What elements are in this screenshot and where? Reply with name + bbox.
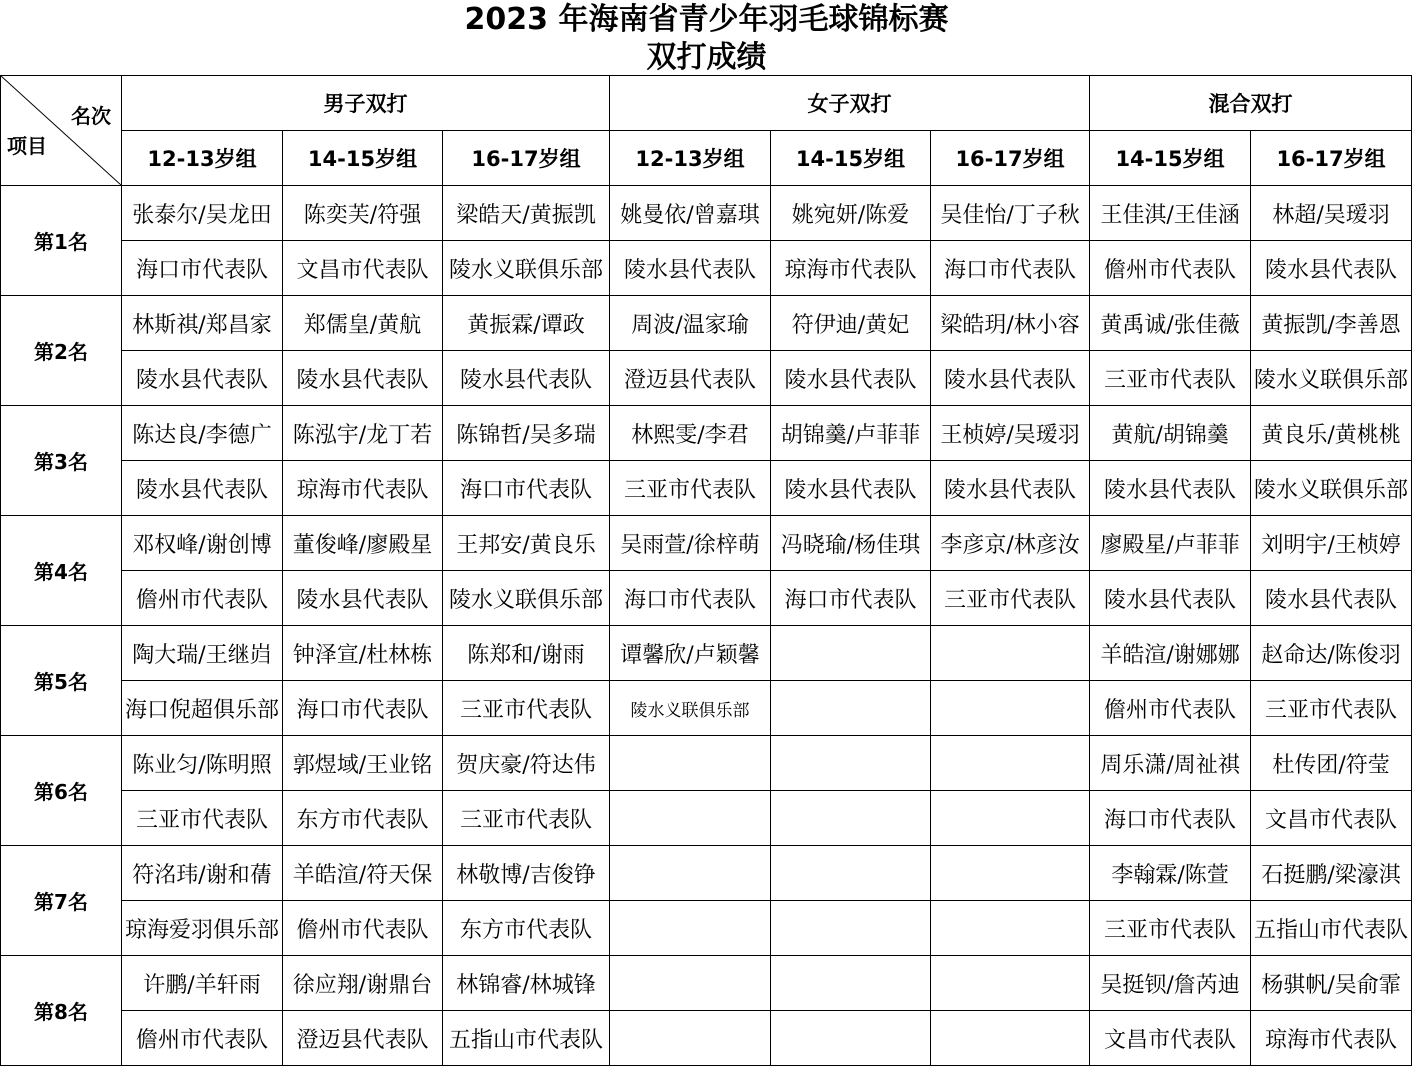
team-cell: 海口市代表队 bbox=[443, 461, 610, 516]
team-cell: 五指山市代表队 bbox=[1251, 901, 1412, 956]
team-cell: 五指山市代表队 bbox=[443, 1011, 610, 1066]
team-cell bbox=[771, 681, 931, 736]
pair-players-cell: 符洺玮/谢和蒨 bbox=[122, 846, 283, 901]
team-cell: 陵水义联俱乐部 bbox=[1251, 461, 1412, 516]
pair-players-cell: 郭煜域/王业铭 bbox=[283, 736, 443, 791]
team-cell: 陵水义联俱乐部 bbox=[1251, 351, 1412, 406]
rank-row-players bbox=[1, 956, 1412, 1011]
pair-players-cell: 贺庆豪/符达伟 bbox=[443, 736, 610, 791]
pair-players-cell: 陈郑和/谢雨 bbox=[443, 626, 610, 681]
pair-players-cell: 王邦安/黄良乐 bbox=[443, 516, 610, 571]
team-cell: 陵水义联俱乐部 bbox=[610, 681, 771, 736]
team-cell: 海口倪超俱乐部 bbox=[122, 681, 283, 736]
pair-players-cell: 钟泽宣/杜林栋 bbox=[283, 626, 443, 681]
rank-label: 第2名 bbox=[1, 296, 122, 406]
results-table bbox=[0, 75, 1412, 1066]
pair-players-cell: 陈达良/李德广 bbox=[122, 406, 283, 461]
team-cell: 三亚市代表队 bbox=[1251, 681, 1412, 736]
pair-players-cell: 陈泓宇/龙丁若 bbox=[283, 406, 443, 461]
team-cell: 陵水县代表队 bbox=[931, 461, 1090, 516]
rank-row-teams bbox=[1, 571, 1412, 626]
team-cell: 海口市代表队 bbox=[1090, 791, 1251, 846]
document-title: 2023 年海南省青少年羽毛球锦标赛 bbox=[464, 2, 949, 37]
pair-players-cell bbox=[771, 736, 931, 791]
team-cell: 海口市代表队 bbox=[122, 241, 283, 296]
rank-row-teams bbox=[1, 681, 1412, 736]
team-cell: 三亚市代表队 bbox=[122, 791, 283, 846]
pair-players-cell bbox=[771, 626, 931, 681]
pair-players-cell: 黄振凯/李善恩 bbox=[1251, 296, 1412, 351]
pair-players-cell: 林斯祺/郑昌家 bbox=[122, 296, 283, 351]
pair-players-cell: 林锦睿/林城锋 bbox=[443, 956, 610, 1011]
rank-row-players bbox=[1, 406, 1412, 461]
rank-row-players bbox=[1, 296, 1412, 351]
age-group-header: 16-17岁组 bbox=[1251, 131, 1412, 186]
corner-event-label: 项目 bbox=[7, 134, 47, 158]
team-cell: 陵水县代表队 bbox=[122, 351, 283, 406]
team-cell bbox=[931, 681, 1090, 736]
corner-rank-label: 名次 bbox=[71, 104, 111, 128]
team-cell: 澄迈县代表队 bbox=[610, 351, 771, 406]
rank-row-players bbox=[1, 736, 1412, 791]
rank-row-teams bbox=[1, 1011, 1412, 1066]
team-cell: 文昌市代表队 bbox=[283, 241, 443, 296]
results-body bbox=[1, 186, 1412, 1066]
team-cell bbox=[931, 791, 1090, 846]
rank-label: 第5名 bbox=[1, 626, 122, 736]
pair-players-cell: 黄振霖/谭政 bbox=[443, 296, 610, 351]
age-group-header: 14-15岁组 bbox=[1090, 131, 1251, 186]
team-cell: 陵水县代表队 bbox=[1251, 571, 1412, 626]
team-cell: 海口市代表队 bbox=[283, 681, 443, 736]
team-cell: 琼海爱羽俱乐部 bbox=[122, 901, 283, 956]
team-cell bbox=[931, 1011, 1090, 1066]
event-header-womens-doubles: 女子双打 bbox=[610, 76, 1090, 131]
pair-players-cell: 周波/温家瑜 bbox=[610, 296, 771, 351]
pair-players-cell: 廖殿星/卢菲菲 bbox=[1090, 516, 1251, 571]
pair-players-cell: 梁皓玥/林小容 bbox=[931, 296, 1090, 351]
pair-players-cell: 羊皓渲/符天保 bbox=[283, 846, 443, 901]
team-cell bbox=[771, 901, 931, 956]
team-cell: 儋州市代表队 bbox=[1090, 681, 1251, 736]
pair-players-cell: 羊皓渲/谢娜娜 bbox=[1090, 626, 1251, 681]
team-cell: 陵水县代表队 bbox=[283, 571, 443, 626]
corner-header-cell bbox=[1, 76, 122, 186]
pair-players-cell: 许鹏/羊轩雨 bbox=[122, 956, 283, 1011]
team-cell: 东方市代表队 bbox=[443, 901, 610, 956]
pair-players-cell: 林超/吴瑷羽 bbox=[1251, 186, 1412, 241]
team-cell: 东方市代表队 bbox=[283, 791, 443, 846]
pair-players-cell: 郑儒皇/黄航 bbox=[283, 296, 443, 351]
event-header-row bbox=[1, 76, 1412, 131]
pair-players-cell: 梁皓天/黄振凯 bbox=[443, 186, 610, 241]
pair-players-cell: 吴佳怡/丁子秋 bbox=[931, 186, 1090, 241]
pair-players-cell bbox=[610, 846, 771, 901]
team-cell: 陵水县代表队 bbox=[443, 351, 610, 406]
team-cell: 陵水县代表队 bbox=[1251, 241, 1412, 296]
rank-row-teams bbox=[1, 351, 1412, 406]
team-cell: 三亚市代表队 bbox=[1090, 351, 1251, 406]
pair-players-cell: 王桢婷/吴瑷羽 bbox=[931, 406, 1090, 461]
team-cell: 陵水县代表队 bbox=[122, 461, 283, 516]
pair-players-cell: 李彦京/林彦汝 bbox=[931, 516, 1090, 571]
team-cell: 海口市代表队 bbox=[610, 571, 771, 626]
age-group-header: 12-13岁组 bbox=[610, 131, 771, 186]
team-cell: 琼海市代表队 bbox=[283, 461, 443, 516]
rank-row-teams bbox=[1, 461, 1412, 516]
team-cell: 文昌市代表队 bbox=[1251, 791, 1412, 846]
pair-players-cell: 李翰霖/陈萱 bbox=[1090, 846, 1251, 901]
pair-players-cell: 陈锦哲/吴多瑞 bbox=[443, 406, 610, 461]
rank-row-teams bbox=[1, 901, 1412, 956]
pair-players-cell: 林熙雯/李君 bbox=[610, 406, 771, 461]
age-group-header-row bbox=[1, 131, 1412, 186]
rank-row-teams bbox=[1, 791, 1412, 846]
pair-players-cell: 胡锦羹/卢菲菲 bbox=[771, 406, 931, 461]
age-group-header: 16-17岁组 bbox=[443, 131, 610, 186]
team-cell: 澄迈县代表队 bbox=[283, 1011, 443, 1066]
event-header-mixed-doubles: 混合双打 bbox=[1090, 76, 1412, 131]
team-cell: 陵水县代表队 bbox=[1090, 461, 1251, 516]
table-header bbox=[1, 76, 1412, 186]
pair-players-cell bbox=[771, 846, 931, 901]
rank-label: 第3名 bbox=[1, 406, 122, 516]
team-cell: 三亚市代表队 bbox=[931, 571, 1090, 626]
team-cell bbox=[610, 791, 771, 846]
team-cell bbox=[931, 901, 1090, 956]
team-cell: 陵水县代表队 bbox=[931, 351, 1090, 406]
pair-players-cell: 周乐潇/周祉祺 bbox=[1090, 736, 1251, 791]
pair-players-cell: 陶大瑞/王继岿 bbox=[122, 626, 283, 681]
team-cell: 三亚市代表队 bbox=[443, 681, 610, 736]
rank-row-players bbox=[1, 516, 1412, 571]
pair-players-cell: 吴挺钡/詹芮迪 bbox=[1090, 956, 1251, 1011]
pair-players-cell: 杜传团/符莹 bbox=[1251, 736, 1412, 791]
pair-players-cell: 林敬博/吉俊铮 bbox=[443, 846, 610, 901]
pair-players-cell bbox=[771, 956, 931, 1011]
pair-players-cell: 赵命达/陈俊羽 bbox=[1251, 626, 1412, 681]
age-group-header: 14-15岁组 bbox=[283, 131, 443, 186]
team-cell bbox=[610, 901, 771, 956]
pair-players-cell: 姚曼依/曾嘉琪 bbox=[610, 186, 771, 241]
pair-players-cell: 符伊迪/黄妃 bbox=[771, 296, 931, 351]
team-cell: 三亚市代表队 bbox=[610, 461, 771, 516]
team-cell: 儋州市代表队 bbox=[283, 901, 443, 956]
team-cell: 海口市代表队 bbox=[771, 571, 931, 626]
team-cell: 文昌市代表队 bbox=[1090, 1011, 1251, 1066]
rank-label: 第4名 bbox=[1, 516, 122, 626]
team-cell: 琼海市代表队 bbox=[1251, 1011, 1412, 1066]
team-cell: 陵水县代表队 bbox=[771, 461, 931, 516]
pair-players-cell bbox=[610, 736, 771, 791]
rank-label: 第1名 bbox=[1, 186, 122, 296]
pair-players-cell bbox=[931, 956, 1090, 1011]
rank-label: 第8名 bbox=[1, 956, 122, 1066]
pair-players-cell: 陈业匀/陈明照 bbox=[122, 736, 283, 791]
team-cell: 陵水县代表队 bbox=[1090, 571, 1251, 626]
pair-players-cell: 吴雨萱/徐梓萌 bbox=[610, 516, 771, 571]
team-cell: 儋州市代表队 bbox=[122, 1011, 283, 1066]
event-header-mens-doubles: 男子双打 bbox=[122, 76, 610, 131]
team-cell bbox=[771, 1011, 931, 1066]
pair-players-cell: 陈奕芙/符强 bbox=[283, 186, 443, 241]
team-cell: 陵水义联俱乐部 bbox=[443, 571, 610, 626]
document-subtitle: 双打成绩 bbox=[646, 40, 767, 75]
team-cell bbox=[610, 1011, 771, 1066]
rank-row-players bbox=[1, 626, 1412, 681]
team-cell: 琼海市代表队 bbox=[771, 241, 931, 296]
rank-label: 第7名 bbox=[1, 846, 122, 956]
pair-players-cell: 张泰尔/吴龙田 bbox=[122, 186, 283, 241]
pair-players-cell: 黄禹诚/张佳薇 bbox=[1090, 296, 1251, 351]
team-cell: 儋州市代表队 bbox=[1090, 241, 1251, 296]
pair-players-cell: 杨骐帆/吴俞霏 bbox=[1251, 956, 1412, 1011]
team-cell: 陵水县代表队 bbox=[771, 351, 931, 406]
pair-players-cell bbox=[931, 736, 1090, 791]
team-cell: 陵水县代表队 bbox=[610, 241, 771, 296]
rank-row-teams bbox=[1, 241, 1412, 296]
pair-players-cell bbox=[931, 626, 1090, 681]
rank-row-players bbox=[1, 846, 1412, 901]
rank-label: 第6名 bbox=[1, 736, 122, 846]
team-cell: 三亚市代表队 bbox=[443, 791, 610, 846]
pair-players-cell: 冯晓瑜/杨佳琪 bbox=[771, 516, 931, 571]
rank-row-players bbox=[1, 186, 1412, 241]
pair-players-cell: 谭馨欣/卢颖馨 bbox=[610, 626, 771, 681]
pair-players-cell bbox=[931, 846, 1090, 901]
age-group-header: 14-15岁组 bbox=[771, 131, 931, 186]
team-cell: 陵水县代表队 bbox=[283, 351, 443, 406]
pair-players-cell: 董俊峰/廖殿星 bbox=[283, 516, 443, 571]
pair-players-cell: 王佳淇/王佳涵 bbox=[1090, 186, 1251, 241]
pair-players-cell: 黄航/胡锦羹 bbox=[1090, 406, 1251, 461]
team-cell: 陵水义联俱乐部 bbox=[443, 241, 610, 296]
age-group-header: 16-17岁组 bbox=[931, 131, 1090, 186]
pair-players-cell: 刘明宇/王桢婷 bbox=[1251, 516, 1412, 571]
diagonal-divider bbox=[1, 76, 121, 185]
team-cell: 海口市代表队 bbox=[931, 241, 1090, 296]
pair-players-cell bbox=[610, 956, 771, 1011]
team-cell: 儋州市代表队 bbox=[122, 571, 283, 626]
pair-players-cell: 石挺鹏/梁濠淇 bbox=[1251, 846, 1412, 901]
pair-players-cell: 姚宛妍/陈爱 bbox=[771, 186, 931, 241]
team-cell bbox=[771, 791, 931, 846]
team-cell: 三亚市代表队 bbox=[1090, 901, 1251, 956]
pair-players-cell: 徐应翔/谢鼎台 bbox=[283, 956, 443, 1011]
age-group-header: 12-13岁组 bbox=[122, 131, 283, 186]
pair-players-cell: 邓权峰/谢创博 bbox=[122, 516, 283, 571]
pair-players-cell: 黄良乐/黄桃桃 bbox=[1251, 406, 1412, 461]
